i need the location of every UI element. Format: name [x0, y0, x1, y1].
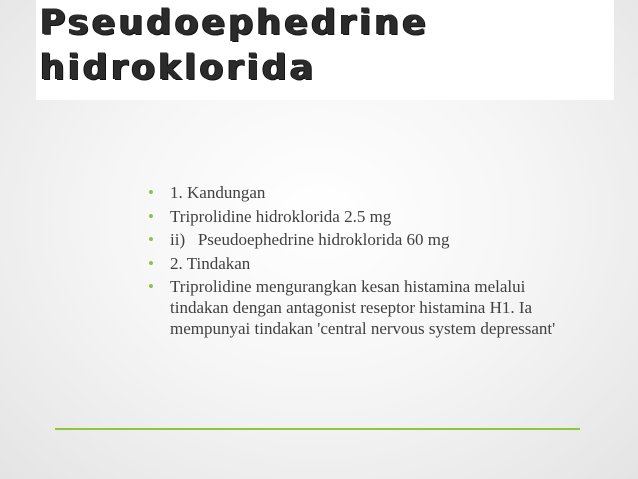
bullet-text: 2. Tindakan	[170, 253, 251, 273]
title-line-2: hidroklorida	[40, 48, 317, 88]
bullet-item	[148, 182, 588, 203]
bullet-text: ii) Pseudoephedrine hidroklorida 60 mg	[170, 230, 450, 249]
bullet-item	[148, 253, 588, 274]
bullet-item	[148, 229, 588, 250]
accent-divider	[55, 428, 580, 430]
bullet-text: Triprolidine hidroklorida 2.5 mg	[170, 206, 392, 226]
bullet-icon: •	[148, 277, 154, 296]
bullet-text: Triprolidine mengurangkan kesan histamina melalui tindakan dengan antagonist reseptor histamina H1. Ia mempunyai tindakan 'central nervous system depressant'	[170, 277, 556, 338]
bullet-icon: •	[148, 253, 154, 273]
bullet-text: 1. Kandungan	[170, 183, 266, 202]
bullet-item	[148, 206, 588, 227]
bullet-item	[148, 276, 588, 339]
slide-content	[148, 182, 588, 342]
bullet-icon: •	[148, 230, 154, 249]
bullet-icon: •	[148, 206, 154, 226]
bullet-list	[148, 182, 588, 339]
bullet-icon: •	[148, 183, 154, 202]
slide-title	[36, 0, 614, 100]
title-line-1: Pseudoephedrine	[40, 3, 430, 43]
